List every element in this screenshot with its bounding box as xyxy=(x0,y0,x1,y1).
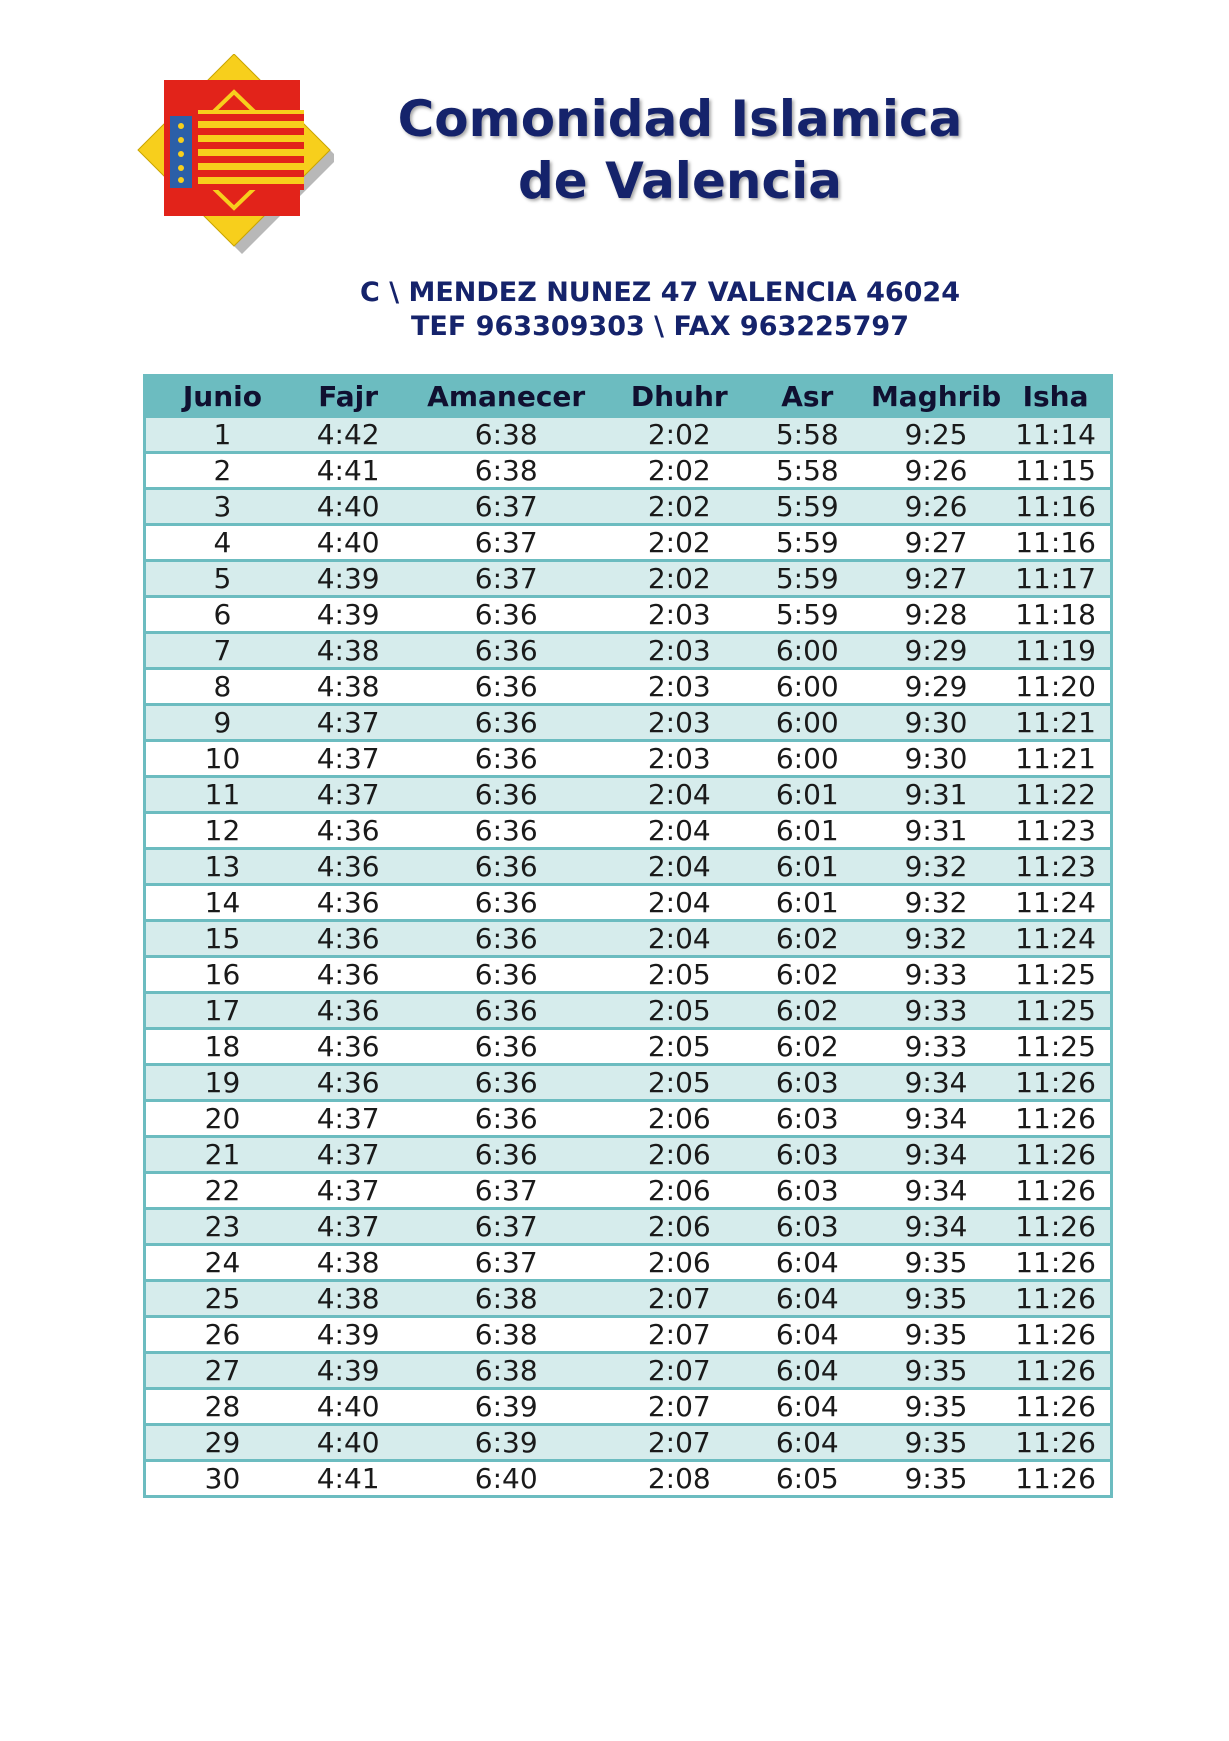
table-row xyxy=(145,561,1112,597)
cell-maghrib: 9:34 xyxy=(871,1137,1001,1173)
cell-day: 7 xyxy=(145,633,299,669)
cell-asr: 6:00 xyxy=(744,705,871,741)
cell-asr: 6:04 xyxy=(744,1317,871,1353)
cell-day: 2 xyxy=(145,453,299,489)
cell-day: 17 xyxy=(145,993,299,1029)
cell-asr: 6:01 xyxy=(744,777,871,813)
cell-isha: 11:26 xyxy=(1001,1389,1111,1425)
cell-asr: 5:59 xyxy=(744,597,871,633)
cell-asr: 5:58 xyxy=(744,417,871,453)
cell-asr: 6:05 xyxy=(744,1461,871,1497)
cell-asr: 6:01 xyxy=(744,849,871,885)
cell-maghrib: 9:34 xyxy=(871,1065,1001,1101)
table-row xyxy=(145,813,1112,849)
cell-dhuhr: 2:05 xyxy=(615,1029,744,1065)
cell-fajr: 4:38 xyxy=(299,633,398,669)
cell-dhuhr: 2:05 xyxy=(615,957,744,993)
cell-isha: 11:21 xyxy=(1001,705,1111,741)
cell-isha: 11:16 xyxy=(1001,489,1111,525)
cell-dhuhr: 2:05 xyxy=(615,1065,744,1101)
cell-day: 4 xyxy=(145,525,299,561)
table-row xyxy=(145,417,1112,453)
cell-maghrib: 9:25 xyxy=(871,417,1001,453)
cell-asr: 5:59 xyxy=(744,561,871,597)
cell-dhuhr: 2:03 xyxy=(615,597,744,633)
cell-amanecer: 6:36 xyxy=(397,921,615,957)
cell-dhuhr: 2:04 xyxy=(615,849,744,885)
cell-dhuhr: 2:07 xyxy=(615,1389,744,1425)
cell-amanecer: 6:36 xyxy=(397,1137,615,1173)
cell-dhuhr: 2:02 xyxy=(615,489,744,525)
cell-isha: 11:24 xyxy=(1001,885,1111,921)
cell-day: 27 xyxy=(145,1353,299,1389)
cell-day: 1 xyxy=(145,417,299,453)
cell-day: 18 xyxy=(145,1029,299,1065)
cell-fajr: 4:38 xyxy=(299,1245,398,1281)
cell-day: 6 xyxy=(145,597,299,633)
cell-asr: 6:03 xyxy=(744,1209,871,1245)
cell-day: 16 xyxy=(145,957,299,993)
cell-day: 11 xyxy=(145,777,299,813)
cell-amanecer: 6:37 xyxy=(397,525,615,561)
cell-isha: 11:26 xyxy=(1001,1425,1111,1461)
table-row xyxy=(145,633,1112,669)
cell-amanecer: 6:36 xyxy=(397,1065,615,1101)
cell-dhuhr: 2:03 xyxy=(615,633,744,669)
table-row xyxy=(145,1245,1112,1281)
cell-asr: 6:02 xyxy=(744,1029,871,1065)
cell-asr: 6:04 xyxy=(744,1389,871,1425)
cell-isha: 11:26 xyxy=(1001,1101,1111,1137)
table-row xyxy=(145,705,1112,741)
table-row xyxy=(145,1209,1112,1245)
cell-dhuhr: 2:08 xyxy=(615,1461,744,1497)
cell-maghrib: 9:35 xyxy=(871,1389,1001,1425)
cell-day: 20 xyxy=(145,1101,299,1137)
cell-asr: 6:02 xyxy=(744,921,871,957)
cell-maghrib: 9:28 xyxy=(871,597,1001,633)
cell-amanecer: 6:38 xyxy=(397,1317,615,1353)
cell-amanecer: 6:36 xyxy=(397,741,615,777)
cell-day: 9 xyxy=(145,705,299,741)
cell-maghrib: 9:35 xyxy=(871,1317,1001,1353)
cell-dhuhr: 2:04 xyxy=(615,885,744,921)
cell-dhuhr: 2:07 xyxy=(615,1317,744,1353)
cell-dhuhr: 2:05 xyxy=(615,993,744,1029)
cell-amanecer: 6:36 xyxy=(397,597,615,633)
cell-amanecer: 6:37 xyxy=(397,561,615,597)
cell-amanecer: 6:36 xyxy=(397,633,615,669)
cell-isha: 11:23 xyxy=(1001,849,1111,885)
cell-asr: 6:00 xyxy=(744,669,871,705)
cell-fajr: 4:36 xyxy=(299,885,398,921)
cell-fajr: 4:37 xyxy=(299,741,398,777)
cell-day: 26 xyxy=(145,1317,299,1353)
table-row xyxy=(145,489,1112,525)
cell-maghrib: 9:26 xyxy=(871,453,1001,489)
table-row xyxy=(145,1101,1112,1137)
cell-amanecer: 6:36 xyxy=(397,777,615,813)
table-header-row xyxy=(145,376,1112,417)
table-row xyxy=(145,885,1112,921)
cell-dhuhr: 2:04 xyxy=(615,777,744,813)
phone-fax-line: TEF 963309303 \ FAX 963225797 xyxy=(411,311,909,342)
table-row xyxy=(145,1137,1112,1173)
cell-isha: 11:22 xyxy=(1001,777,1111,813)
cell-fajr: 4:40 xyxy=(299,525,398,561)
cell-asr: 6:04 xyxy=(744,1245,871,1281)
cell-amanecer: 6:39 xyxy=(397,1389,615,1425)
cell-maghrib: 9:35 xyxy=(871,1425,1001,1461)
cell-dhuhr: 2:06 xyxy=(615,1137,744,1173)
cell-isha: 11:26 xyxy=(1001,1065,1111,1101)
cell-isha: 11:25 xyxy=(1001,993,1111,1029)
cell-day: 15 xyxy=(145,921,299,957)
cell-isha: 11:26 xyxy=(1001,1461,1111,1497)
table-row xyxy=(145,921,1112,957)
table-body xyxy=(145,417,1112,1497)
cell-fajr: 4:38 xyxy=(299,669,398,705)
cell-maghrib: 9:32 xyxy=(871,921,1001,957)
cell-dhuhr: 2:02 xyxy=(615,525,744,561)
cell-dhuhr: 2:06 xyxy=(615,1245,744,1281)
cell-day: 3 xyxy=(145,489,299,525)
table-row xyxy=(145,1173,1112,1209)
cell-isha: 11:24 xyxy=(1001,921,1111,957)
cell-fajr: 4:36 xyxy=(299,921,398,957)
cell-dhuhr: 2:07 xyxy=(615,1281,744,1317)
table-row xyxy=(145,669,1112,705)
address-block xyxy=(230,276,1090,344)
table-row xyxy=(145,453,1112,489)
cell-fajr: 4:37 xyxy=(299,1137,398,1173)
cell-maghrib: 9:35 xyxy=(871,1281,1001,1317)
cell-maghrib: 9:35 xyxy=(871,1353,1001,1389)
cell-isha: 11:19 xyxy=(1001,633,1111,669)
cell-day: 19 xyxy=(145,1065,299,1101)
cell-amanecer: 6:36 xyxy=(397,1101,615,1137)
cell-fajr: 4:36 xyxy=(299,1029,398,1065)
cell-maghrib: 9:30 xyxy=(871,705,1001,741)
cell-maghrib: 9:27 xyxy=(871,561,1001,597)
cell-amanecer: 6:38 xyxy=(397,1281,615,1317)
cell-fajr: 4:37 xyxy=(299,1209,398,1245)
cell-asr: 6:03 xyxy=(744,1137,871,1173)
cell-isha: 11:26 xyxy=(1001,1209,1111,1245)
cell-isha: 11:26 xyxy=(1001,1245,1111,1281)
cell-fajr: 4:41 xyxy=(299,453,398,489)
cell-dhuhr: 2:06 xyxy=(615,1209,744,1245)
cell-maghrib: 9:34 xyxy=(871,1173,1001,1209)
table-row xyxy=(145,597,1112,633)
column-header-amanecer: Amanecer xyxy=(397,376,615,417)
table-row xyxy=(145,1281,1112,1317)
cell-amanecer: 6:38 xyxy=(397,1353,615,1389)
table-row xyxy=(145,741,1112,777)
cell-isha: 11:20 xyxy=(1001,669,1111,705)
address-line: C \ MENDEZ NUNEZ 47 VALENCIA 46024 xyxy=(359,277,961,308)
cell-asr: 6:02 xyxy=(744,957,871,993)
cell-maghrib: 9:30 xyxy=(871,741,1001,777)
cell-fajr: 4:36 xyxy=(299,849,398,885)
cell-day: 29 xyxy=(145,1425,299,1461)
cell-dhuhr: 2:02 xyxy=(615,453,744,489)
cell-maghrib: 9:32 xyxy=(871,885,1001,921)
title-line-1: Comonidad Islamica xyxy=(397,90,963,148)
cell-maghrib: 9:34 xyxy=(871,1209,1001,1245)
table-row xyxy=(145,1065,1112,1101)
cell-asr: 6:02 xyxy=(744,993,871,1029)
cell-fajr: 4:39 xyxy=(299,1317,398,1353)
cell-dhuhr: 2:04 xyxy=(615,813,744,849)
cell-dhuhr: 2:02 xyxy=(615,561,744,597)
cell-fajr: 4:36 xyxy=(299,813,398,849)
cell-dhuhr: 2:03 xyxy=(615,741,744,777)
table-row xyxy=(145,777,1112,813)
cell-dhuhr: 2:07 xyxy=(615,1425,744,1461)
cell-day: 5 xyxy=(145,561,299,597)
column-header-isha: Isha xyxy=(1001,376,1111,417)
cell-maghrib: 9:31 xyxy=(871,777,1001,813)
cell-maghrib: 9:33 xyxy=(871,957,1001,993)
cell-amanecer: 6:36 xyxy=(397,849,615,885)
cell-amanecer: 6:37 xyxy=(397,1209,615,1245)
cell-maghrib: 9:35 xyxy=(871,1245,1001,1281)
cell-fajr: 4:39 xyxy=(299,1353,398,1389)
cell-maghrib: 9:29 xyxy=(871,669,1001,705)
cell-day: 21 xyxy=(145,1137,299,1173)
cell-asr: 5:58 xyxy=(744,453,871,489)
cell-day: 25 xyxy=(145,1281,299,1317)
cell-fajr: 4:36 xyxy=(299,993,398,1029)
cell-fajr: 4:38 xyxy=(299,1281,398,1317)
column-header-day: Junio xyxy=(145,376,299,417)
cell-fajr: 4:40 xyxy=(299,489,398,525)
table-row xyxy=(145,957,1112,993)
table-row xyxy=(145,1389,1112,1425)
column-header-maghrib: Maghrib xyxy=(871,376,1001,417)
cell-amanecer: 6:36 xyxy=(397,885,615,921)
cell-isha: 11:26 xyxy=(1001,1353,1111,1389)
cell-fajr: 4:37 xyxy=(299,1101,398,1137)
table-row xyxy=(145,1317,1112,1353)
cell-fajr: 4:40 xyxy=(299,1389,398,1425)
cell-fajr: 4:39 xyxy=(299,597,398,633)
cell-isha: 11:26 xyxy=(1001,1317,1111,1353)
cell-day: 23 xyxy=(145,1209,299,1245)
cell-amanecer: 6:37 xyxy=(397,1173,615,1209)
cell-fajr: 4:36 xyxy=(299,1065,398,1101)
cell-isha: 11:17 xyxy=(1001,561,1111,597)
cell-amanecer: 6:38 xyxy=(397,417,615,453)
cell-maghrib: 9:26 xyxy=(871,489,1001,525)
cell-day: 30 xyxy=(145,1461,299,1497)
table-row xyxy=(145,1461,1112,1497)
table-row xyxy=(145,993,1112,1029)
cell-isha: 11:26 xyxy=(1001,1137,1111,1173)
cell-isha: 11:16 xyxy=(1001,525,1111,561)
cell-day: 10 xyxy=(145,741,299,777)
cell-isha: 11:15 xyxy=(1001,453,1111,489)
cell-day: 8 xyxy=(145,669,299,705)
cell-isha: 11:21 xyxy=(1001,741,1111,777)
cell-day: 12 xyxy=(145,813,299,849)
cell-amanecer: 6:36 xyxy=(397,813,615,849)
page-title xyxy=(330,88,1030,212)
cell-amanecer: 6:36 xyxy=(397,957,615,993)
cell-dhuhr: 2:07 xyxy=(615,1353,744,1389)
table-row xyxy=(145,1029,1112,1065)
cell-fajr: 4:42 xyxy=(299,417,398,453)
table-row xyxy=(145,525,1112,561)
cell-isha: 11:18 xyxy=(1001,597,1111,633)
cell-amanecer: 6:37 xyxy=(397,1245,615,1281)
cell-maghrib: 9:27 xyxy=(871,525,1001,561)
cell-dhuhr: 2:04 xyxy=(615,921,744,957)
cell-dhuhr: 2:02 xyxy=(615,417,744,453)
cell-maghrib: 9:34 xyxy=(871,1101,1001,1137)
cell-day: 14 xyxy=(145,885,299,921)
cell-day: 22 xyxy=(145,1173,299,1209)
cell-maghrib: 9:32 xyxy=(871,849,1001,885)
cell-fajr: 4:37 xyxy=(299,705,398,741)
column-header-asr: Asr xyxy=(744,376,871,417)
column-header-fajr: Fajr xyxy=(299,376,398,417)
cell-dhuhr: 2:03 xyxy=(615,669,744,705)
cell-maghrib: 9:29 xyxy=(871,633,1001,669)
cell-amanecer: 6:39 xyxy=(397,1425,615,1461)
cell-isha: 11:26 xyxy=(1001,1173,1111,1209)
cell-dhuhr: 2:06 xyxy=(615,1173,744,1209)
logo xyxy=(134,54,334,254)
cell-asr: 6:01 xyxy=(744,813,871,849)
cell-dhuhr: 2:03 xyxy=(615,705,744,741)
cell-asr: 6:04 xyxy=(744,1281,871,1317)
cell-asr: 6:03 xyxy=(744,1065,871,1101)
cell-asr: 6:00 xyxy=(744,741,871,777)
valencia-coat-of-arms-icon xyxy=(134,54,334,254)
cell-asr: 6:03 xyxy=(744,1101,871,1137)
cell-amanecer: 6:40 xyxy=(397,1461,615,1497)
cell-maghrib: 9:33 xyxy=(871,1029,1001,1065)
prayer-times-table xyxy=(143,374,1113,1498)
table-row xyxy=(145,1353,1112,1389)
cell-fajr: 4:36 xyxy=(299,957,398,993)
cell-isha: 11:26 xyxy=(1001,1281,1111,1317)
cell-amanecer: 6:38 xyxy=(397,453,615,489)
cell-asr: 6:03 xyxy=(744,1173,871,1209)
cell-asr: 6:04 xyxy=(744,1353,871,1389)
table-row xyxy=(145,849,1112,885)
table-row xyxy=(145,1425,1112,1461)
cell-amanecer: 6:37 xyxy=(397,489,615,525)
cell-maghrib: 9:31 xyxy=(871,813,1001,849)
cell-asr: 6:04 xyxy=(744,1425,871,1461)
cell-fajr: 4:37 xyxy=(299,777,398,813)
cell-fajr: 4:39 xyxy=(299,561,398,597)
cell-amanecer: 6:36 xyxy=(397,993,615,1029)
cell-dhuhr: 2:06 xyxy=(615,1101,744,1137)
cell-fajr: 4:40 xyxy=(299,1425,398,1461)
cell-day: 28 xyxy=(145,1389,299,1425)
cell-fajr: 4:41 xyxy=(299,1461,398,1497)
title-line-2: de Valencia xyxy=(518,152,842,210)
cell-isha: 11:14 xyxy=(1001,417,1111,453)
cell-day: 13 xyxy=(145,849,299,885)
cell-amanecer: 6:36 xyxy=(397,669,615,705)
cell-asr: 5:59 xyxy=(744,489,871,525)
cell-isha: 11:23 xyxy=(1001,813,1111,849)
cell-asr: 6:00 xyxy=(744,633,871,669)
cell-isha: 11:25 xyxy=(1001,1029,1111,1065)
cell-asr: 6:01 xyxy=(744,885,871,921)
cell-isha: 11:25 xyxy=(1001,957,1111,993)
cell-maghrib: 9:35 xyxy=(871,1461,1001,1497)
cell-asr: 5:59 xyxy=(744,525,871,561)
column-header-dhuhr: Dhuhr xyxy=(615,376,744,417)
cell-amanecer: 6:36 xyxy=(397,705,615,741)
cell-amanecer: 6:36 xyxy=(397,1029,615,1065)
cell-fajr: 4:37 xyxy=(299,1173,398,1209)
cell-maghrib: 9:33 xyxy=(871,993,1001,1029)
cell-day: 24 xyxy=(145,1245,299,1281)
